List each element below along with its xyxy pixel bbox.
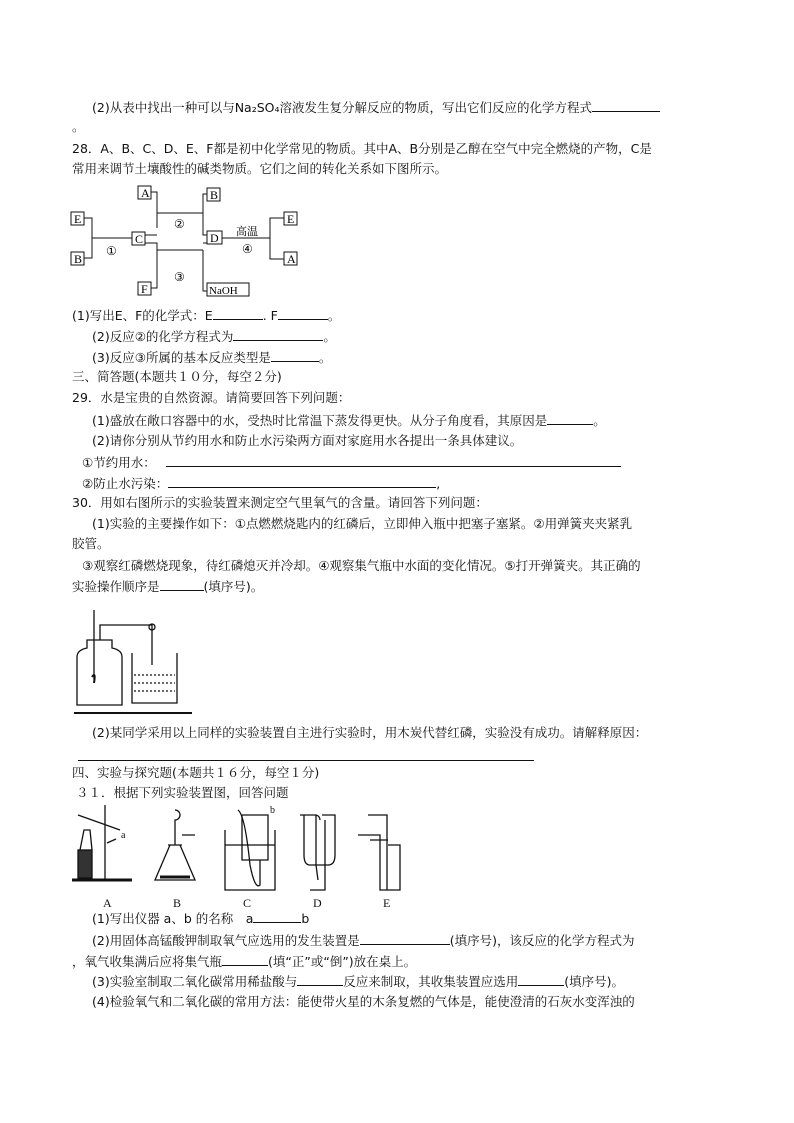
text: 反应来制取，其收集装置应选用 (343, 974, 519, 989)
q31-apparatus-figures (70, 805, 490, 913)
reaction-4-label: ④ (242, 242, 253, 256)
node-c: C (135, 232, 144, 246)
q29-answer-2 (82, 475, 440, 492)
reaction-2-label: ② (174, 217, 185, 231)
q28-part3 (92, 349, 331, 366)
figure-label-e: E (383, 896, 391, 910)
figure-label-b: B (173, 896, 182, 910)
q30-part1-a: (1)实验的主要操作如下：①点燃燃烧匙内的红磷后，立即伸入瓶中把塞子塞紧。②用弹簧夹夹紧乳 (92, 516, 633, 531)
q31-part4: (4)检验氧气和二氧化碳的常用方法：能使带火星的木条复燃的气体是，能使澄清的石灰水变浑浊的 (92, 994, 635, 1009)
answer-blank[interactable] (166, 454, 621, 467)
q28-stem-2: 常用来调节土壤酸性的碱类物质。它们之间的转化关系如下图所示。 (72, 161, 448, 176)
text: (3)实验室制取二氧化碳常用稀盐酸与 (92, 974, 298, 989)
answer-blank[interactable] (360, 932, 450, 945)
oxygen-measurement-apparatus (72, 605, 192, 717)
text: ①节约用水： (82, 455, 156, 470)
text: (2)反应②的化学方程式为 (92, 329, 234, 344)
answer-blank[interactable] (547, 412, 593, 425)
q28-part1 (72, 307, 340, 324)
text: b (301, 911, 310, 926)
answer-blank[interactable] (518, 973, 564, 986)
q27-end: 。 (72, 119, 85, 134)
text: (填序号)。 (203, 579, 264, 594)
q31-part2-cont (72, 953, 416, 970)
answer-blank[interactable] (222, 953, 268, 966)
instrument-tag-a: a (121, 830, 126, 841)
answer-blank-a[interactable] (253, 910, 301, 923)
node-b: B (74, 252, 83, 266)
answer-blank-f[interactable] (278, 307, 328, 320)
text: (3)反应③所属的基本反应类型是 (92, 350, 271, 365)
node-b-product: B (210, 188, 219, 202)
text: 。 (327, 308, 341, 323)
answer-blank[interactable] (297, 973, 343, 986)
text: (填序号)。 (564, 974, 624, 989)
reaction-3-label: ③ (174, 270, 185, 284)
q28-part2 (92, 328, 336, 345)
answer-blank[interactable] (592, 99, 660, 112)
text: ②防止水污染： (82, 476, 169, 491)
text: 实验操作顺序是 (72, 579, 160, 594)
text: ，氧气收集满后应将集气瓶 (72, 954, 223, 969)
node-e: E (74, 212, 82, 226)
q30-part1-c: ③观察红磷燃烧现象，待红磷熄灭并冷却。④观察集气瓶中水面的变化情况。⑤打开弹簧夹。其正确的 (82, 558, 641, 573)
q29-answer-1 (82, 454, 621, 471)
q30-part2: (2)某同学采用以上同样的实验装置自主进行实验时，用木炭代替红磷，实验没有成功。请解释原因： (92, 725, 648, 740)
text: 。 (593, 413, 606, 428)
figure-label-c: C (243, 896, 252, 910)
condition-label: 高温 (236, 226, 258, 238)
node-a: A (141, 186, 150, 200)
q30-part1-b: 胶管。 (72, 536, 110, 551)
node-d: D (210, 231, 219, 245)
text: (1)盛放在敞口容器中的水，受热时比常温下蒸发得更快。从分子角度看，其原因是 (92, 413, 548, 428)
q31-stem: ３１．根据下列实验装置图，回答问题 (76, 785, 289, 800)
q31-part3 (92, 973, 624, 990)
answer-blank[interactable] (271, 349, 319, 362)
answer-blank[interactable] (160, 578, 204, 591)
q28-stem-1: 28．A、B、C、D、E、F都是初中化学常见的物质。其中A、B分别是乙醇在空气中完全燃烧的产物，C是 (72, 141, 652, 156)
text: (填序号)，该反应的化学方程式为 (449, 933, 635, 948)
q27-part2-text: (2)从表中找出一种可以与Na₂SO₄溶液发生复分解反应的物质，写出它们反应的化学方程式 (92, 100, 593, 115)
answer-blank-e[interactable] (213, 307, 263, 320)
text: (1)写出E、F的化学式：E (72, 308, 213, 323)
node-e-product: E (287, 212, 295, 226)
text: (1)写出仪器 a、b 的名称 a (92, 911, 254, 926)
q28-conversion-diagram (70, 183, 296, 301)
text: . F (262, 308, 278, 323)
node-a-product: A (287, 252, 296, 266)
answer-blank[interactable] (168, 475, 436, 488)
text: 。 (318, 350, 332, 365)
node-naoh: NaOH (209, 285, 238, 297)
section-3-heading: 三、简答题(本题共１０分，每空２分) (72, 369, 282, 384)
text: (填“正”或“倒”)放在桌上。 (268, 954, 417, 969)
figure-label-a: A (103, 896, 112, 910)
q29-part1 (92, 412, 606, 429)
q27-part2 (92, 99, 660, 116)
q30-part1-d (72, 578, 263, 595)
section-4-heading: 四、实验与探究题(本题共１６分，每空１分) (72, 765, 320, 780)
node-f: F (141, 282, 148, 296)
q30-stem: 30．用如右图所示的实验装置来测定空气里氧气的含量。请回答下列问题： (72, 495, 488, 510)
answer-blank-line[interactable] (78, 760, 534, 761)
instrument-tag-b: b (270, 805, 275, 816)
q29-part2: (2)请你分别从节约用水和防止水污染两方面对家庭用水各提出一条具体建议。 (92, 433, 523, 448)
reaction-1-label: ① (106, 244, 117, 258)
answer-blank[interactable] (233, 328, 323, 341)
text: , (436, 476, 441, 491)
figure-label-d: D (313, 896, 322, 910)
q29-stem: 29．水是宝贵的自然资源。请简要回答下列问题： (72, 390, 351, 405)
q31-part1 (92, 910, 309, 927)
text: 。 (323, 329, 336, 344)
q31-part2 (92, 932, 634, 949)
text: (2)用固体高锰酸钾制取氧气应选用的发生装置是 (92, 933, 360, 948)
